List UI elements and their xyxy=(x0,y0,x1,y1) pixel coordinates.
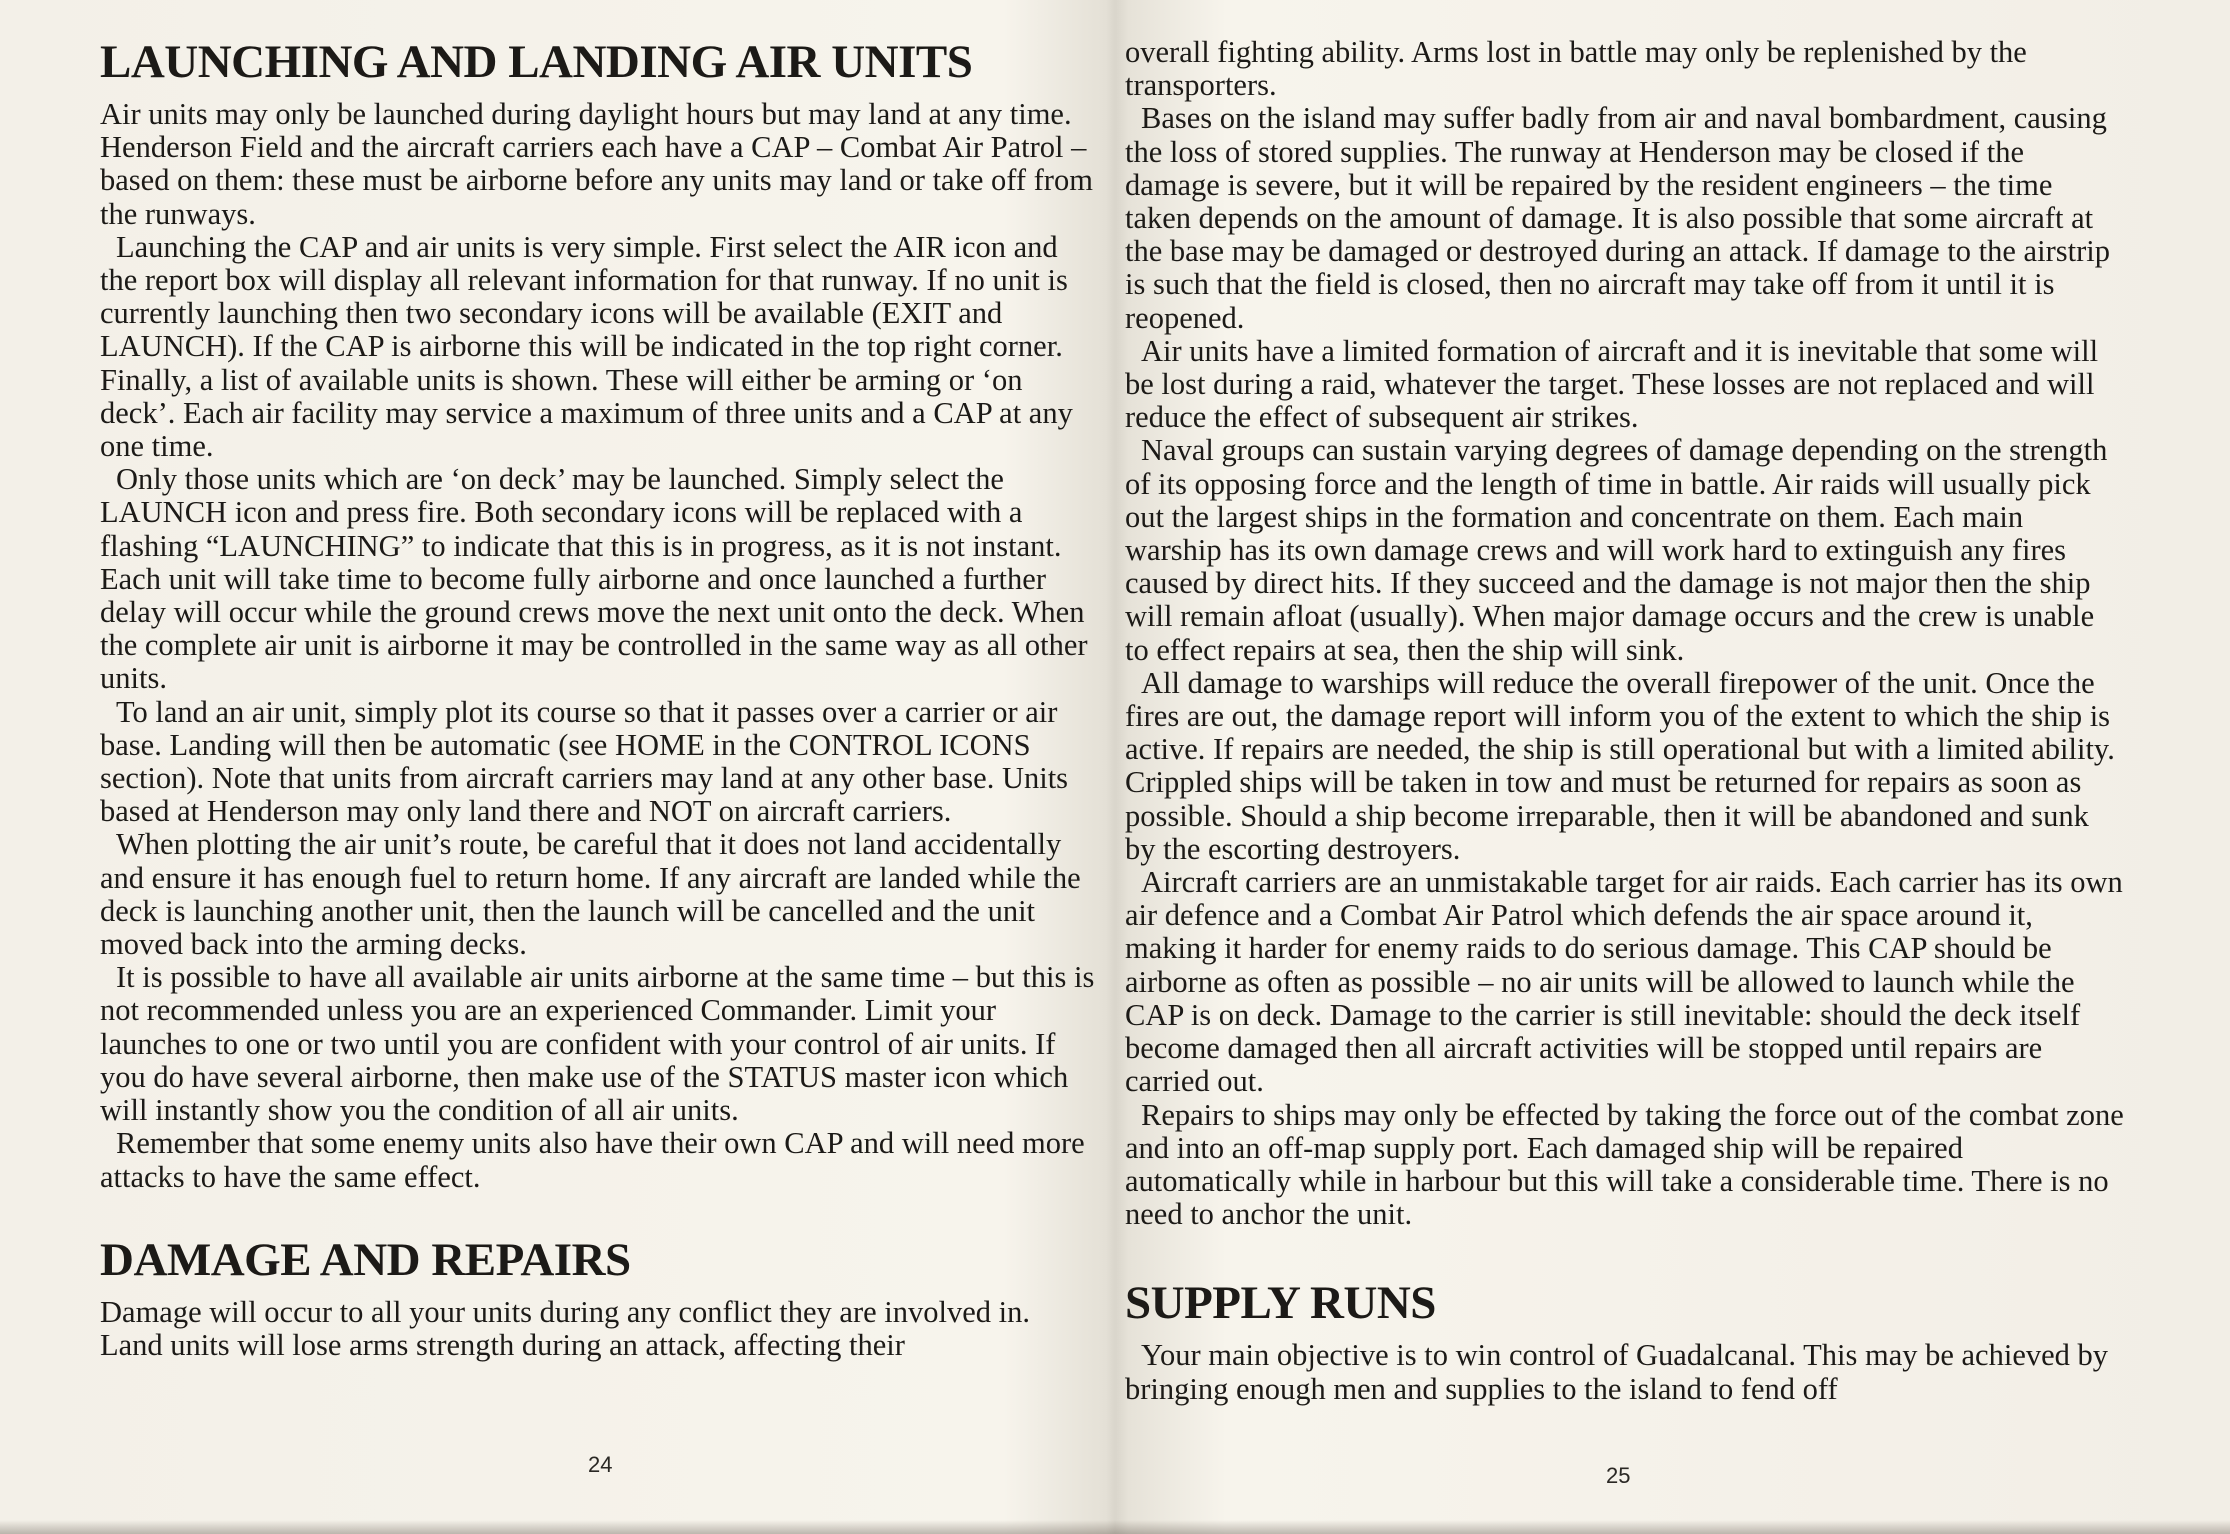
paragraph: Aircraft carriers are an unmistakable target for air raids. Each carrier has its own air defence and a Combat Air Patrol which defends the air space around it, making it harder for enemy raids to do serious damage. This CAP should be airborne as often as possible – no air units will be allowed to launch while the CAP is on deck. Damage to the carrier is still inevitable: should the deck itself become damaged then all aircraft activities will be stopped until repairs are carried out. xyxy=(1125,865,2123,1099)
paragraph: Naval groups can sustain varying degrees of damage depending on the strength of its opposing force and the length of time in battle. Air raids will usually pick out the largest ships in the formation and concentrate on them. Each main warship has its own damage crews and will work hard to extinguish any fires caused by direct hits. If they succeed and the damage is not major then the ship will remain afloat (usually). When major damage occurs and the crew is unable to effect repairs at sea, then the ship will sink. xyxy=(1125,433,2108,667)
heading-damage-repairs: DAMAGE AND REPAIRS xyxy=(100,1233,631,1286)
heading-supply-runs: SUPPLY RUNS xyxy=(1125,1277,1436,1330)
paragraph: It is possible to have all available air units airborne at the same time – but this is not recommended unless you are an experienced Commander. Limit your launches to one or two until you are confident with your control of air units. If you do have several airborne, then make use of the STATUS master icon which will instantly show you the condition of all air units. xyxy=(100,960,1095,1128)
paragraph: All damage to warships will reduce the overall firepower of the unit. Once the fires are out, the damage report will inform you of the extent to which the ship is active. If repairs are needed, the ship is still operational but with a limited ability. Crippled ships will be taken in tow and must be returned for repairs as soon as possible. Should a ship become irreparable, then it will be abandoned and sunk by the escorting destroyers. xyxy=(1125,665,2115,866)
paragraph: To land an air unit, simply plot its course so that it passes over a carrier or air base. Landing will then be automatic (see HOME in the CONTROL ICONS section). Note that units from aircraft carriers may land at any other base. Units based at Henderson may only land there and NOT on aircraft carriers. xyxy=(100,694,1069,829)
paragraph: Repairs to ships may only be effected by taking the force out of the combat zone and into an off-map supply port. Each damaged ship will be repaired automatically while in harbour but this will take a considerable time. There is no need to anchor the unit. xyxy=(1125,1097,2124,1232)
paragraph: When plotting the air unit’s route, be careful that it does not land accidentally and ensure it has enough fuel to return home. If any aircraft are landed while the deck is launching another unit, then the launch will be cancelled and the unit moved back into the arming decks. xyxy=(100,827,1081,962)
paragraph: Remember that some enemy units also have their own CAP and will need more attacks to have the same effect. xyxy=(100,1126,1085,1194)
page-number-left: 24 xyxy=(588,1452,613,1477)
paragraph: Air units may only be launched during daylight hours but may land at any time. Henderson Field and the aircraft carriers each have a CAP – Combat Air Patrol – based on them: these must be airborne before any units may land or take off from the runways. xyxy=(100,97,1093,231)
paragraph: Air units have a limited formation of aircraft and it is inevitable that some will be lost during a raid, whatever the target. These losses are not replaced and will reduce the effect of subsequent air strikes. xyxy=(1125,333,2099,435)
paragraph: Bases on the island may suffer badly from air and naval bombardment, causing the loss of stored supplies. The runway at Henderson may be closed if the damage is severe, but it will be repaired by the resident engineers – the time taken depends on the amount of damage. It is also possible that some aircraft at the base may be damaged or destroyed during an attack. If damage to the airstrip is such that the field is closed, then no aircraft may take off from it until it is reopened. xyxy=(1125,101,2110,335)
right-page xyxy=(1125,36,2125,1476)
heading-launching-landing: LAUNCHING AND LANDING AIR UNITS xyxy=(100,36,973,88)
paragraph: Damage will occur to all your units during any conflict they are involved in. Land units will lose arms strength during an attack, affecting their xyxy=(100,1294,1030,1362)
paragraph: Only those units which are ‘on deck’ may be launched. Simply select the LAUNCH icon and press fire. Both secondary icons will be replaced with a flashing “LAUNCHING” to indicate that this is in progress, as it is not instant. Each unit will take time to become fully airborne and once launched a further delay will occur while the ground crews move the next unit onto the deck. When the complete air unit is airborne it may be controlled in the same way as all other units. xyxy=(100,462,1088,696)
paragraph: overall fighting ability. Arms lost in battle may only be replenished by the transporters. xyxy=(1125,35,2027,103)
paragraph: Your main objective is to win control of Guadalcanal. This may be achieved by bringing enough men and supplies to the island to fend off xyxy=(1125,1338,2109,1406)
page-edge-shadow xyxy=(0,1520,2230,1534)
page-number-right: 25 xyxy=(1606,1463,1631,1488)
paragraph: Launching the CAP and air units is very simple. First select the AIR icon and the report box will display all relevant information for that runway. If no unit is currently launching then two secondary icons will be available (EXIT and LAUNCH). If the CAP is airborne this will be indicated in the top right corner. Finally, a list of available units is shown. These will either be arming or ‘on deck’. Each air facility may service a maximum of three units and a CAP at any one time. xyxy=(100,229,1073,464)
left-page xyxy=(100,36,1100,1476)
